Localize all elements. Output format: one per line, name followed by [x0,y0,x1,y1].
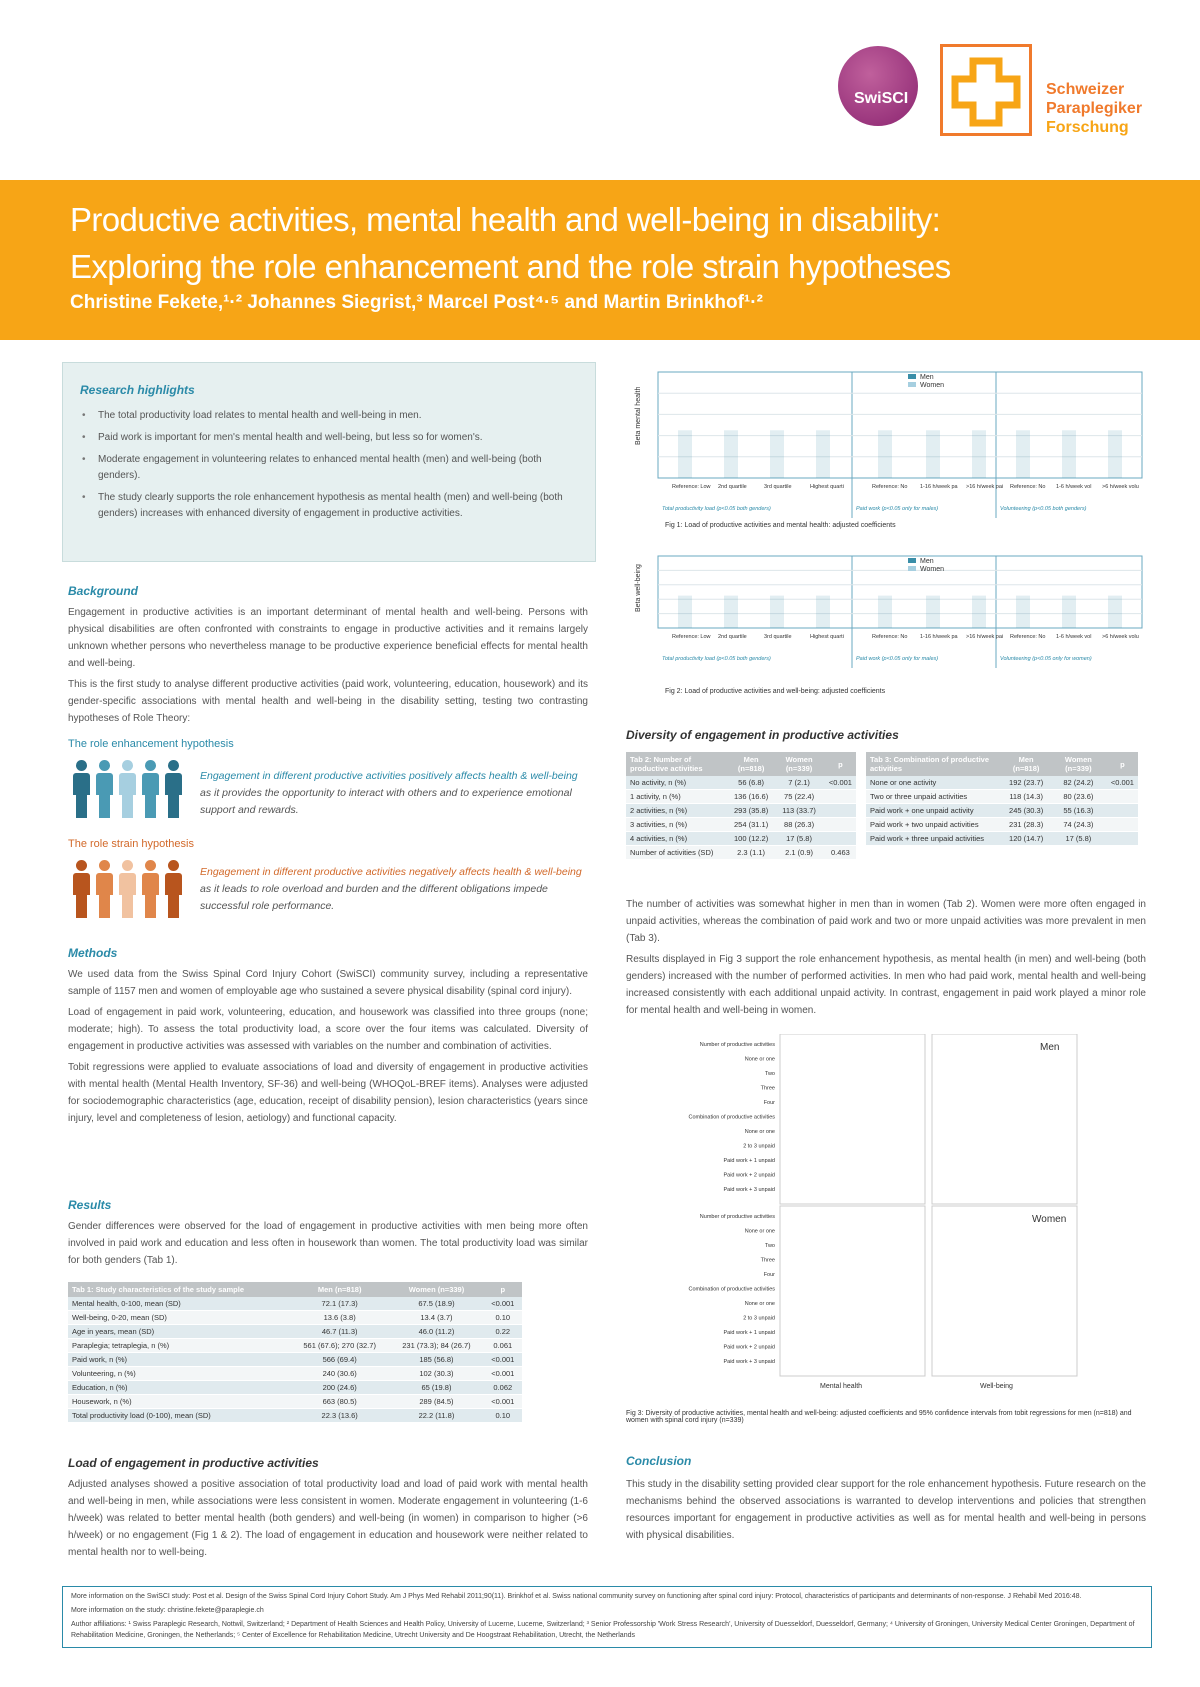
highlight-item: • The total productivity load relates to mental health and well-being in men. [82,408,572,424]
person-icon [164,760,183,818]
conclusion-text: This study in the disability setting provided clear support for the role enhancement hypothesis. Future research on the mechanisms behind the observed associations is warranted to develop interventions and policies that strengthen resources important for engagement in productive activities as well as for mental health and well-being in persons with physical disabilities. [626,1479,1146,1541]
methods-heading: Methods [68,946,118,960]
table-header-cell: p [484,1282,522,1297]
table-cell: 118 (14.3) [1002,790,1050,804]
table-cell: Paid work + one unpaid activity [866,804,1002,818]
table-cell [825,832,856,846]
x-tick-label: 1-6 h/week vol [1056,634,1092,640]
table-cell: 245 (30.3) [1002,804,1050,818]
table-cell: Paid work + three unpaid activities [866,832,1002,846]
group-label: Volunteering (p<0.05 only for women) [1000,656,1092,662]
bar [724,430,738,478]
table-cell: 0.463 [825,846,856,860]
panel-label-women: Women [1032,1214,1067,1225]
table-cell: Paid work + two unpaid activities [866,818,1002,832]
bar [926,430,940,478]
panel-men-wellbeing [932,1034,1077,1204]
table-3 [866,752,1138,846]
table-cell: Well-being, 0-20, mean (SD) [68,1311,290,1325]
table-cell [825,804,856,818]
table-header-cell: Men (n=818) [290,1282,389,1297]
x-tick-label: Reference: Low [672,484,711,490]
bar [1108,596,1122,628]
table-cell: 2 activities, n (%) [626,804,729,818]
bar [926,596,940,628]
figure-3 [670,1034,1090,1394]
table-cell: 663 (80.5) [290,1395,389,1409]
bar [816,596,830,628]
x-tick-label: Reference: No [1010,634,1046,640]
person-icon [72,860,91,918]
table-row [626,846,856,860]
conclusion-heading: Conclusion [626,1454,692,1468]
table-cell: Housework, n (%) [68,1395,290,1409]
highlight-item: • Moderate engagement in volunteering relates to enhanced mental health (men) and well-being (both genders). [82,452,572,484]
table-cell: <0.001 [1107,776,1138,790]
swisci-logo-text: SwiSCI [854,90,909,107]
footer-affiliations: Author affiliations: ¹ Swiss Paraplegic Research, Nottwil, Switzerland; ² Department of Health Sciences and Health Policy, University of Lucerne, Lucerne, Switzerland; ³ Senior Professorship 'Work Stress Research', University of Duesseldorf, Duesseldorf, Germany; ⁴ University of Groningen, University Medical Center Groningen, Department of Rehabilitation Medicine, Groningen, the Netherlands; ⁵ Center of Excellence for Rehabilitation Medicine, Utrecht University and De Hoogstraat Rehabilitation, Utrecht, the Netherlands [71,1621,1135,1639]
forest-row-label: Paid work + 3 unpaid [723,1359,775,1365]
figure-3-caption: Fig 3: Diversity of productive activities, mental health and well-being: adjusted coefficients and 95% confidence intervals from tobit regressions for men (n=818) and women with spinal cord injury (n=339) [626,1410,1132,1424]
table-cell: 102 (30.3) [389,1367,483,1381]
table-row [68,1409,522,1423]
x-tick-label: >16 h/week pai [966,634,1004,640]
table-cell: 231 (73.3); 84 (26.7) [389,1339,483,1353]
figure-2 [630,548,1150,688]
bar [678,596,692,628]
legend-women: Women [920,566,944,573]
paraplegic-research-logo [940,44,1032,136]
table-cell: None or one activity [866,776,1002,790]
table-cell: 231 (28.3) [1002,818,1050,832]
table-cell: 74 (24.3) [1050,818,1107,832]
table-cell: 13.6 (3.8) [290,1311,389,1325]
table-cell: 67.5 (18.9) [389,1297,483,1311]
x-tick-label: >6 h/week volu [1102,634,1139,640]
table-cell: 0.061 [484,1339,522,1353]
cross-icon [943,47,1029,133]
forest-row-label: Number of productive activities [699,1214,775,1220]
panel-women-wellbeing [932,1206,1077,1376]
group-label: Paid work (p<0.05 only for males) [856,506,939,512]
table-header-cell: Women (n=339) [1050,752,1107,776]
forest-row-label: Paid work + 1 unpaid [723,1330,775,1336]
group-label: Paid work (p<0.05 only for males) [856,656,939,662]
strain-heading: The role strain hypothesis [68,838,194,850]
footer-references: More information on the SwiSCI study: Post et al. Design of the Swiss Spinal Cord Injury Cohort Study. Am J Phys Med Rehabil 2011;90(11). Brinkhof et al. Swiss national community survey on functioning after spinal cord injury: Protocol, characteristics of participants and determinants of non-response. J Rehabil Med 2016:48. [71,1593,1082,1600]
table-cell: 88 (26.3) [773,818,825,832]
table-cell: 113 (33.7) [773,804,825,818]
table-cell [1107,818,1138,832]
bar [972,430,986,478]
methods-text: We used data from the Swiss Spinal Cord Injury Cohort (SwiSCI) community survey, including a representative sample of 1157 men and women of employable age who sustained a severe physical disability (spinal cord injury). Load of engagement in paid work, volunteering, education, and housework was classified into three groups (none; moderate; high). To assess the total productivity load, a score over the four items was calculated. Diversity of engagement in productive activities was assessed with variables on the number and combination of activities. Tobit regressions were applied to evaluate associations of load and diversity of engagement in productive activities with mental health (Mental Health Inventory, SF-36) and well-being (WHOQoL-BREF items). Analyses were adjusted for sociodemographic characteristics (age, education, receipt of disability pension), lesion characteristics (years since injury, level and completeness of lesion, aetiology) and functional capacity. [68,969,588,1124]
table-cell [825,818,856,832]
table-cell: <0.001 [484,1395,522,1409]
bar [770,430,784,478]
x-tick-label: 2nd quartile [718,484,747,490]
table-row [68,1339,522,1353]
bar [1016,430,1030,478]
background-heading: Background [68,584,139,598]
table-cell [1107,832,1138,846]
legend-women: Women [920,382,944,389]
table-header-cell: Women (n=339) [389,1282,483,1297]
y-axis-label: Beta mental health [635,386,642,445]
table-row [866,832,1138,846]
x-tick-label: Reference: No [1010,484,1046,490]
table-cell: 0.10 [484,1409,522,1423]
table-row [68,1297,522,1311]
table-cell: 0.10 [484,1311,522,1325]
table-cell: 75 (22.4) [773,790,825,804]
bar [724,596,738,628]
table-row [626,790,856,804]
bar [1108,430,1122,478]
table-header-cell: Men (n=818) [729,752,773,776]
table-cell: <0.001 [484,1297,522,1311]
table-cell: 22.2 (11.8) [389,1409,483,1423]
table-cell: 22.3 (13.6) [290,1409,389,1423]
legend-swatch-women [908,382,916,387]
table-cell: 2.3 (1.1) [729,846,773,860]
highlight-item: • Paid work is important for men's mental health and well-being, but less so for women's. [82,430,572,446]
table-cell: 46.7 (11.3) [290,1325,389,1339]
people-blue-icon [72,760,183,818]
panel-men-mental [780,1034,925,1204]
table-row [626,818,856,832]
x-tick-label: 1-16 h/week pa [920,634,958,640]
table-cell: Age in years, mean (SD) [68,1325,290,1339]
table-cell: 561 (67.6); 270 (32.7) [290,1339,389,1353]
x-tick-label: 1-16 h/week pa [920,484,958,490]
bar [1062,430,1076,478]
strain-text: Engagement in different productive activities negatively affects health & well-being as it leads to role overload and burden and the different obligations impede successful role performance. [200,866,582,912]
table-cell: 0.062 [484,1381,522,1395]
x-axis-label-wellbeing: Well-being [980,1383,1013,1390]
person-icon [118,860,137,918]
table-header-cell: Men (n=818) [1002,752,1050,776]
table-cell: <0.001 [484,1353,522,1367]
bar [878,430,892,478]
highlight-item: • The study clearly supports the role enhancement hypothesis as mental health (men) and well-being (both genders) increases with enhanced diversity of engagement in productive activities. [82,490,572,522]
table-cell: 289 (84.5) [389,1395,483,1409]
forest-row-label: None or one [744,1056,775,1063]
panel-label-men: Men [1040,1042,1060,1053]
legend-swatch-men [908,374,916,379]
table-cell: 185 (56.8) [389,1353,483,1367]
x-tick-label: Reference: No [872,634,908,640]
panel-women-mental [780,1206,925,1376]
table-cell: 82 (24.2) [1050,776,1107,790]
table-cell: 7 (2.1) [773,776,825,790]
x-tick-label: 2nd quartile [718,634,747,640]
table-cell: 120 (14.7) [1002,832,1050,846]
table-cell: 55 (16.3) [1050,804,1107,818]
forest-row-label: None or one [744,1228,775,1235]
x-tick-label: >16 h/week pai [966,484,1004,490]
x-tick-label: Highest quarti [810,484,844,490]
person-icon [141,860,160,918]
table-row [866,776,1138,790]
table-cell: Paid work, n (%) [68,1353,290,1367]
table-cell: 56 (6.8) [729,776,773,790]
load-text: Adjusted analyses showed a positive association of total productivity load and load of paid work with mental health and well-being in men, while associations were less consistent in women. Moderate engagement in volunteering (1-6 h/week) was related to better mental health (both genders) and well-being (in women) in comparison to higher (>6 h/week) or no engagement (Fig 1 & 2). The load of engagement in education and housework were neither related to mental health nor to well-being. [68,1479,588,1558]
person-icon [72,760,91,818]
people-orange-icon [72,860,183,918]
forest-row-label: 2 to 3 unpaid [743,1143,775,1150]
forest-row-label: Combination of productive activities [688,1286,775,1293]
table-row [68,1311,522,1325]
person-icon [95,860,114,918]
author-list: Christine Fekete,¹·² Johannes Siegrist,³ Marcel Post⁴·⁵ and Martin Brinkhof¹·² [70,292,763,313]
forest-row-label: Paid work + 2 unpaid [723,1172,775,1179]
x-tick-label: 3rd quartile [764,634,792,640]
forest-row-label: Paid work + 2 unpaid [723,1344,775,1351]
figure-2-caption: Fig 2: Load of productive activities and well-being: adjusted coefficients [665,688,886,695]
forest-row-label: Two [764,1243,775,1249]
table-row [68,1325,522,1339]
table-row [68,1353,522,1367]
table-cell [1107,790,1138,804]
person-icon [95,760,114,818]
footer-box [62,1586,1152,1648]
table-cell [1107,804,1138,818]
table-cell: 566 (69.4) [290,1353,389,1367]
highlights-title: Research highlights [80,383,195,397]
x-tick-label: >6 h/week volu [1102,484,1139,490]
table-2 [626,752,856,860]
table-row [68,1381,522,1395]
legend-swatch-women [908,566,916,571]
table-cell: 4 activities, n (%) [626,832,729,846]
table-cell: 46.0 (11.2) [389,1325,483,1339]
table-cell: Education, n (%) [68,1381,290,1395]
table-cell: 100 (12.2) [729,832,773,846]
group-label: Volunteering (p<0.05 both genders) [1000,506,1087,512]
table-cell: 254 (31.1) [729,818,773,832]
table-row [626,804,856,818]
table-cell: 17 (5.8) [1050,832,1107,846]
table-cell: 2.1 (0.9) [773,846,825,860]
footer-contact: More information on the study: christine.fekete@paraplegie.ch [71,1607,264,1614]
diversity-text: The number of activities was somewhat higher in men than in women (Tab 2). Women were more often engaged in unpaid activities, whereas the combination of paid work and two or more unpaid activities was more prevalent in men (Tab 3). Results displayed in Fig 3 support the role enhancement hypothesis, as mental health (in men) and well-being (both genders) increased with the number of performed activities. In men who had paid work, mental health and well-being increased consistently with each additional unpaid activity. In contrast, engagement in paid work played a minor role for mental health and well-being in women. [626,899,1146,1016]
background-text: Engagement in productive activities is an important determinant of mental health and well-being. Persons with physical disabilities are often confronted with constraints to engage in productive activities and it remains largely unknown whether persons who nevertheless manage to be productive experience beneficial effects for mental health and well-being. This is the first study to analyse different productive activities (paid work, volunteering, education, housework) and its gender-specific associations with mental health and well-being in the disability setting, testing two contrasting hypotheses of Role Theory: [68,607,588,724]
table-cell: 192 (23.7) [1002,776,1050,790]
table-1 [68,1282,522,1423]
forest-row-label: Combination of productive activities [688,1114,775,1121]
table-cell: 0.22 [484,1325,522,1339]
group-label: Total productivity load (p<0.05 both genders) [662,506,771,512]
diversity-heading: Diversity of engagement in productive activities [626,728,899,742]
legend-men: Men [920,374,934,381]
forest-row-label: Three [760,1257,775,1264]
paraplegic-research-name: Schweizer Paraplegiker Forschung [1046,81,1143,136]
forest-row-label: None or one [744,1301,775,1307]
table-cell: 65 (19.8) [389,1381,483,1395]
swisci-logo [838,46,918,126]
table-header-cell: Tab 3: Combination of productive activities [866,752,1002,776]
forest-row-label: Three [760,1085,775,1092]
table-header-cell: Tab 1: Study characteristics of the study sample [68,1282,290,1297]
table-cell: 72.1 (17.3) [290,1297,389,1311]
x-axis-label-mental: Mental health [820,1383,863,1390]
table-header-cell: Women (n=339) [773,752,825,776]
table-cell: 1 activity, n (%) [626,790,729,804]
table-row [626,776,856,790]
forest-row-label: Four [763,1272,775,1278]
enhancement-text: Engagement in different productive activities positively affects health & well-being as it provides the opportunity to interact with others and to experience emotional support and rewards. [200,770,578,816]
table-header-cell: p [1107,752,1138,776]
forest-row-label: Paid work + 3 unpaid [723,1187,775,1193]
load-heading: Load of engagement in productive activities [68,1456,319,1470]
bar [972,596,986,628]
bar [770,596,784,628]
table-cell [825,790,856,804]
table-cell: Mental health, 0-100, mean (SD) [68,1297,290,1311]
table-cell: 293 (35.8) [729,804,773,818]
table-cell: 200 (24.6) [290,1381,389,1395]
highlights-list [82,408,572,528]
y-axis-label: Beta well-being [635,564,642,612]
person-icon [118,760,137,818]
table-row [866,804,1138,818]
table-row [866,818,1138,832]
table-cell: Volunteering, n (%) [68,1367,290,1381]
table-cell: Total productivity load (0-100), mean (SD) [68,1409,290,1423]
poster-title: Productive activities, mental health and well-being in disability: Exploring the role enhancement and the role strain hypotheses [70,201,951,285]
forest-row-label: None or one [744,1129,775,1135]
results-text: Gender differences were observed for the load of engagement in productive activities with men being more often involved in paid work and education and less often in housework than women. The total productivity load was similar for both genders (Tab 1). [68,1221,588,1266]
results-heading: Results [68,1198,112,1212]
figure-1-caption: Fig 1: Load of productive activities and mental health: adjusted coefficients [665,522,896,529]
legend-men: Men [920,558,934,565]
table-cell: Two or three unpaid activities [866,790,1002,804]
forest-row-label: 2 to 3 unpaid [743,1315,775,1322]
table-cell: 80 (23.6) [1050,790,1107,804]
person-icon [141,760,160,818]
table-row [626,832,856,846]
table-header-cell: p [825,752,856,776]
table-cell: 240 (30.6) [290,1367,389,1381]
table-row [68,1367,522,1381]
bar [1016,596,1030,628]
forest-row-label: Number of productive activities [699,1042,775,1048]
table-header-cell: Tab 2: Number of productive activities [626,752,729,776]
bar [878,596,892,628]
table-row [866,790,1138,804]
person-icon [164,860,183,918]
table-cell: 13.4 (3.7) [389,1311,483,1325]
x-tick-label: 3rd quartile [764,484,792,490]
bar [1062,596,1076,628]
bar [678,430,692,478]
table-cell: 3 activities, n (%) [626,818,729,832]
table-cell: <0.001 [484,1367,522,1381]
legend-swatch-men [908,558,916,563]
group-label: Total productivity load (p<0.05 both genders) [662,656,771,662]
table-cell: No activity, n (%) [626,776,729,790]
forest-row-label: Four [763,1100,775,1106]
forest-row-label: Paid work + 1 unpaid [723,1158,775,1164]
forest-row-label: Two [764,1071,775,1077]
x-tick-label: Reference: Low [672,634,711,640]
table-row [68,1395,522,1409]
table-cell: Number of activities (SD) [626,846,729,860]
table-cell: 17 (5.8) [773,832,825,846]
table-cell: Paraplegia; tetraplegia, n (%) [68,1339,290,1353]
enhancement-heading: The role enhancement hypothesis [68,738,234,750]
x-tick-label: Reference: No [872,484,908,490]
x-tick-label: 1-6 h/week vol [1056,484,1092,490]
table-cell: <0.001 [825,776,856,790]
x-tick-label: Highest quarti [810,634,844,640]
bar [816,430,830,478]
table-cell: 136 (16.6) [729,790,773,804]
